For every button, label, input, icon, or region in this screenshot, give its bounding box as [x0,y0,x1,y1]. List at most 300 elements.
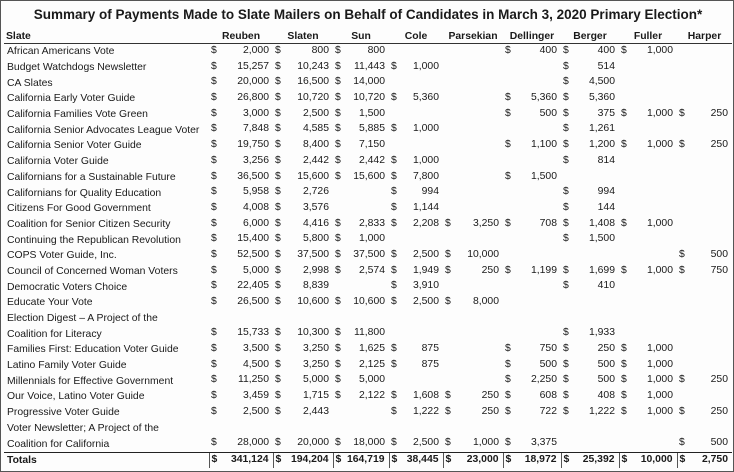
dollar-sign: $ [505,374,511,386]
amount-cell-cole [389,389,443,405]
amount-cell-parsekian [443,44,503,60]
amount-cell-sun [333,342,389,358]
amount-value: 1,715 [302,390,329,402]
dollar-sign: $ [275,248,281,260]
slate-name: Council of Concerned Woman Voters [7,265,178,277]
amount-cell-sun [333,75,389,91]
amount-cell-fuller [619,138,677,154]
amount-value: 26,500 [237,296,269,307]
amount-value: 750 [539,343,557,355]
amount-value: 4,416 [302,217,329,229]
amount-value: 750 [710,264,728,276]
amount-cell-reuben [209,217,273,233]
dollar-sign: $ [391,296,397,307]
amount-value: 1,000 [646,390,673,402]
dollar-sign: $ [391,170,397,182]
amount-cell-harper [677,421,732,437]
amount-cell-sun [333,122,389,138]
amount-cell-fuller [619,342,677,358]
dollar-sign: $ [275,343,281,355]
amount-cell-cole [389,185,443,201]
amount-cell-reuben [209,295,273,311]
table-row [4,201,732,217]
dollar-sign: $ [563,154,569,166]
dollar-sign: $ [621,453,628,465]
amount-cell-harper [677,107,732,123]
amount-cell-cole [389,342,443,358]
dollar-sign: $ [391,390,397,402]
column-header-cole: Cole [389,29,443,44]
amount-cell-slaten [273,358,333,374]
amount-cell-reuben [209,264,273,280]
amount-cell-harper [677,75,732,91]
dollar-sign: $ [335,374,341,386]
dollar-sign: $ [275,233,281,245]
amount-value: 2,442 [302,154,329,166]
amount-cell-slaten [273,326,333,342]
dollar-sign: $ [275,123,281,135]
amount-cell-slaten [273,122,333,138]
amount-cell-reuben [209,185,273,201]
amount-cell-dellinger [503,248,561,264]
amount-cell-cole [389,138,443,154]
dollar-sign: $ [275,76,281,88]
column-header-berger: Berger [561,29,619,44]
amount-cell-slaten [273,452,333,468]
dollar-sign: $ [211,60,217,72]
table-row [4,154,732,170]
slate-name: Coalition for Senior Citizen Security [7,218,171,230]
dollar-sign: $ [275,170,281,182]
amount-cell-sun [333,91,389,107]
dollar-sign: $ [391,92,397,104]
dollar-sign: $ [621,107,627,119]
dollar-sign: $ [211,280,217,292]
amount-cell-parsekian [443,75,503,91]
slate-name: Budget Watchdogs Newsletter [7,62,147,74]
amount-cell-harper [677,326,732,342]
slate-name: Californians for a Sustainable Future [7,171,176,183]
amount-cell-parsekian [443,279,503,295]
amount-value: 2,833 [358,217,385,229]
amount-cell-harper [677,138,732,154]
amount-value: 500 [597,374,615,386]
amount-cell-dellinger [503,279,561,295]
column-header-dellinger: Dellinger [503,29,561,44]
slate-name: CA Slates [7,77,53,89]
dollar-sign: $ [391,201,397,213]
amount-cell-parsekian [443,154,503,170]
amount-cell-fuller [619,405,677,421]
amount-value: 15,733 [237,327,269,339]
amount-value: 875 [421,343,439,355]
amount-cell-parsekian [443,170,503,186]
table-row [4,170,732,186]
amount-cell-reuben [209,452,273,468]
amount-cell-reuben [209,154,273,170]
amount-cell-berger [561,201,619,217]
amount-value: 18,000 [353,437,385,449]
dollar-sign: $ [335,139,341,151]
dollar-sign: $ [621,374,627,386]
amount-value: 38,445 [406,453,439,465]
amount-cell-harper [677,201,732,217]
amount-cell-fuller [619,389,677,405]
amount-cell-dellinger [503,170,561,186]
dollar-sign: $ [563,107,569,119]
amount-value: 1,625 [358,343,385,355]
dollar-sign: $ [621,264,627,276]
amount-value: 1,608 [412,390,439,402]
amount-value: 500 [710,437,728,449]
amount-cell-cole [389,60,443,76]
amount-cell-berger [561,75,619,91]
dollar-sign: $ [679,374,685,386]
amount-cell-fuller [619,232,677,248]
dollar-sign: $ [505,405,511,417]
amount-cell-harper [677,154,732,170]
amount-cell-parsekian [443,60,503,76]
dollar-sign: $ [563,45,569,56]
table-row [4,60,732,76]
amount-value: 3,576 [302,201,329,213]
amount-cell-reuben [209,122,273,138]
amount-cell-dellinger [503,405,561,421]
amount-value: 8,000 [472,296,499,307]
amount-cell-berger [561,185,619,201]
slate-name: Citizens For Good Government [7,203,151,215]
dollar-sign: $ [335,107,341,119]
amount-cell-sun [333,295,389,311]
amount-value: 400 [539,45,557,56]
amount-cell-harper [677,185,732,201]
dollar-sign: $ [621,139,627,151]
amount-value: 3,000 [242,107,269,119]
table-row [4,138,732,154]
amount-cell-berger [561,232,619,248]
dollar-sign: $ [391,358,397,370]
dollar-sign: $ [621,405,627,417]
dollar-sign: $ [621,390,627,402]
slate-name: Voter Newsletter; A Project of the [7,422,159,434]
amount-cell-sun [333,358,389,374]
amount-value: 3,375 [530,437,557,449]
dollar-sign: $ [563,264,569,276]
amount-cell-sun [333,326,389,342]
amount-cell-slaten [273,60,333,76]
amount-cell-fuller [619,91,677,107]
dollar-sign: $ [445,437,451,449]
amount-cell-fuller [619,75,677,91]
dollar-sign: $ [211,139,217,151]
amount-value: 10,600 [297,296,329,307]
amount-cell-parsekian [443,248,503,264]
amount-cell-fuller [619,358,677,374]
amount-cell-sun [333,154,389,170]
amount-value: 14,000 [353,76,385,88]
amount-value: 2,443 [302,405,329,417]
amount-value: 19,750 [237,139,269,151]
dollar-sign: $ [505,437,511,449]
amount-value: 3,250 [302,343,329,355]
amount-value: 1,261 [588,123,615,135]
amount-cell-slaten [273,232,333,248]
amount-value: 2,998 [302,264,329,276]
amount-cell-cole [389,107,443,123]
dollar-sign: $ [679,405,685,417]
table-row [4,44,732,60]
amount-cell-harper [677,60,732,76]
amount-cell-reuben [209,373,273,389]
dollar-sign: $ [211,248,217,260]
amount-cell-fuller [619,217,677,233]
table-row [4,389,732,405]
amount-value: 341,124 [230,453,269,465]
amount-value: 7,800 [412,170,439,182]
amount-value: 1,500 [530,170,557,182]
amount-cell-parsekian [443,264,503,280]
amount-cell-cole [389,248,443,264]
dollar-sign: $ [335,437,341,449]
dollar-sign: $ [391,217,397,229]
dollar-sign: $ [211,296,217,307]
amount-value: 10,300 [297,327,329,339]
amount-cell-sun [333,405,389,421]
amount-cell-harper [677,389,732,405]
amount-cell-sun [333,170,389,186]
slate-name: Coalition for Literacy [7,328,102,340]
amount-cell-cole [389,217,443,233]
amount-cell-harper [677,342,732,358]
amount-value: 5,000 [358,374,385,386]
amount-value: 20,000 [297,437,329,449]
amount-value: 1,000 [358,233,385,245]
amount-cell-cole [389,170,443,186]
amount-value: 3,256 [242,154,269,166]
amount-cell-reuben [209,389,273,405]
amount-cell-sun [333,60,389,76]
dollar-sign: $ [335,264,341,276]
amount-value: 814 [597,154,615,166]
amount-value: 37,500 [353,248,385,260]
dollar-sign: $ [445,248,451,260]
amount-value: 10,000 [640,453,673,465]
amount-cell-parsekian [443,436,503,452]
amount-cell-parsekian [443,389,503,405]
amount-cell-harper [677,279,732,295]
amount-cell-harper [677,248,732,264]
dollar-sign: $ [391,60,397,72]
dollar-sign: $ [445,296,451,307]
amount-cell-fuller [619,373,677,389]
amount-value: 194,204 [290,453,329,465]
amount-value: 1,199 [530,264,557,276]
amount-cell-cole [389,44,443,60]
amount-cell-slaten [273,436,333,452]
amount-value: 875 [421,358,439,370]
dollar-sign: $ [211,217,217,229]
amount-cell-slaten [273,185,333,201]
amount-cell-dellinger [503,264,561,280]
amount-value: 1,200 [588,139,615,151]
amount-cell-parsekian [443,452,503,468]
amount-value: 2,726 [302,186,329,198]
slate-name: Our Voice, Latino Voter Guide [7,391,145,403]
amount-cell-reuben [209,232,273,248]
dollar-sign: $ [563,327,569,339]
dollar-sign: $ [335,390,341,402]
amount-value: 11,250 [237,374,269,386]
slate-name: California Voter Guide [7,156,109,168]
amount-value: 400 [597,45,615,56]
amount-cell-dellinger [503,122,561,138]
amount-value: 514 [597,60,615,72]
amount-value: 1,000 [646,358,673,370]
amount-cell-slaten [273,44,333,60]
dollar-sign: $ [211,343,217,355]
column-header-reuben: Reuben [209,29,273,44]
dollar-sign: $ [335,123,341,135]
amount-cell-berger [561,421,619,437]
dollar-sign: $ [563,453,570,465]
amount-value: 500 [539,358,557,370]
table-row [4,264,732,280]
amount-value: 52,500 [237,248,269,260]
amount-cell-slaten [273,138,333,154]
dollar-sign: $ [211,327,217,339]
amount-value: 250 [481,390,499,402]
dollar-sign: $ [391,405,397,417]
dollar-sign: $ [563,76,569,88]
dollar-sign: $ [563,343,569,355]
amount-value: 994 [421,186,439,198]
amount-cell-fuller [619,279,677,295]
amount-cell-harper [677,405,732,421]
amount-value: 1,408 [588,217,615,229]
amount-cell-parsekian [443,311,503,327]
dollar-sign: $ [445,217,451,229]
column-header-slate: Slate [4,29,209,44]
amount-cell-sun [333,436,389,452]
amount-cell-slaten [273,248,333,264]
amount-value: 250 [481,264,499,276]
column-header-parsekian: Parsekian [443,29,503,44]
slate-name: COPS Voter Guide, Inc. [7,250,117,262]
dollar-sign: $ [335,45,341,56]
dollar-sign: $ [335,92,341,104]
dollar-sign: $ [445,264,451,276]
amount-value: 1,000 [646,45,673,56]
table-row [4,248,732,264]
dollar-sign: $ [505,139,511,151]
amount-cell-reuben [209,60,273,76]
amount-cell-sun [333,311,389,327]
amount-cell-slaten [273,264,333,280]
amount-value: 5,360 [412,92,439,104]
amount-value: 144 [597,201,615,213]
amount-value: 1,000 [646,405,673,417]
dollar-sign: $ [505,358,511,370]
amount-cell-berger [561,279,619,295]
slate-name: Democratic Voters Choice [7,281,128,293]
dollar-sign: $ [211,264,217,276]
amount-value: 994 [597,186,615,198]
amount-cell-harper [677,264,732,280]
amount-value: 5,885 [358,123,385,135]
amount-value: 8,839 [302,280,329,292]
amount-value: 3,459 [242,390,269,402]
amount-cell-cole [389,122,443,138]
amount-value: 7,848 [242,123,269,135]
amount-value: 7,150 [358,139,385,151]
dollar-sign: $ [275,437,281,449]
dollar-sign: $ [505,264,511,276]
dollar-sign: $ [505,390,511,402]
amount-cell-reuben [209,326,273,342]
slate-name: Educate Your Vote [7,297,93,309]
table-row [4,232,732,248]
dollar-sign: $ [445,405,451,417]
dollar-sign: $ [335,60,341,72]
amount-value: 26,800 [237,92,269,104]
amount-cell-fuller [619,170,677,186]
table-row [4,91,732,107]
amount-value: 25,392 [582,453,615,465]
dollar-sign: $ [335,248,341,260]
amount-cell-fuller [619,421,677,437]
amount-value: 4,500 [588,76,615,88]
amount-cell-dellinger [503,452,561,468]
dollar-sign: $ [275,296,281,307]
amount-value: 708 [539,217,557,229]
slate-name: Latino Family Voter Guide [7,360,127,372]
amount-cell-reuben [209,421,273,437]
amount-cell-parsekian [443,185,503,201]
amount-cell-cole [389,75,443,91]
dollar-sign: $ [505,170,511,182]
slate-name: Families First: Education Voter Guide [7,344,179,356]
amount-cell-sun [333,452,389,468]
dollar-sign: $ [275,60,281,72]
dollar-sign: $ [445,453,452,465]
amount-cell-berger [561,44,619,60]
amount-value: 4,585 [302,123,329,135]
amount-cell-cole [389,436,443,452]
amount-cell-berger [561,154,619,170]
dollar-sign: $ [563,123,569,135]
amount-cell-dellinger [503,60,561,76]
table-row [4,436,732,452]
amount-cell-dellinger [503,311,561,327]
amount-cell-fuller [619,436,677,452]
dollar-sign: $ [505,453,512,465]
amount-cell-slaten [273,389,333,405]
dollar-sign: $ [391,343,397,355]
dollar-sign: $ [679,437,685,449]
slate-name: Progressive Voter Guide [7,407,120,419]
amount-cell-reuben [209,201,273,217]
table-row [4,122,732,138]
amount-value: 15,400 [237,233,269,245]
amount-cell-reuben [209,358,273,374]
amount-cell-parsekian [443,91,503,107]
amount-value: 5,958 [242,186,269,198]
slate-name: Coalition for California [7,438,110,450]
amount-cell-sun [333,217,389,233]
amount-cell-reuben [209,91,273,107]
amount-cell-cole [389,421,443,437]
amount-cell-sun [333,279,389,295]
